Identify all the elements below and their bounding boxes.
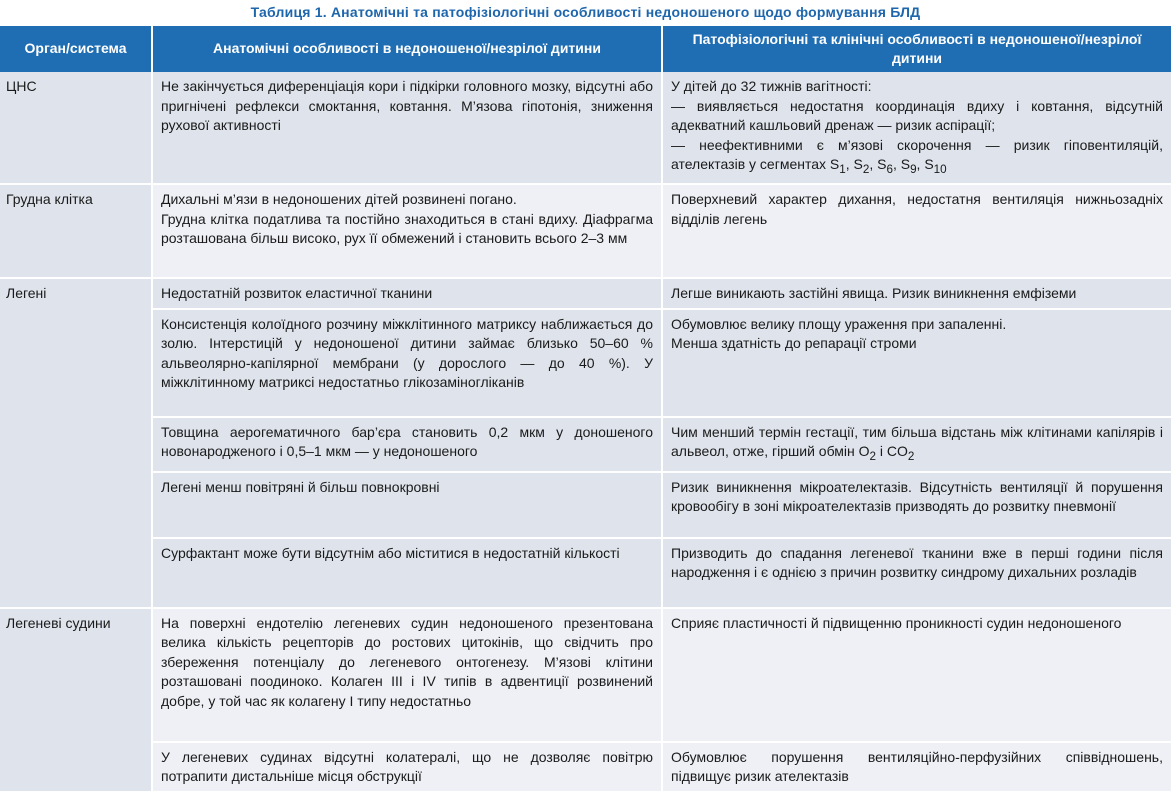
pathophysiological-cell: Поверхневий характер дихання, недостатня вентиляція нижньозадніх відділів легень [662, 184, 1171, 278]
anatomical-cell: На поверхні ендотелію легеневих судин недоношеного презентована велика кількість рецепторів до ростових цитокінів, що свідчить про збереження потенціалу до легеневого онтогенезу. М’язові клітини розташовані поодиноко. Колаген III і IV типів в адвентиції розвинений добре, у той час як колагену I типу недостатньо [152, 608, 662, 742]
anatomical-cell: Не закінчується диференціація кори і підкірки головного мозку, відсутні або пригнічені рефлекси смоктання, ковтання. М’язова гіпотонія, зниження рухової активності [152, 72, 662, 184]
table-row [0, 72, 1171, 184]
table-row [0, 184, 1171, 278]
patho-item: — неефективними є м’язові скорочення — ризик гіповентиляцій, ателектазів у сегментах $S_1$, $S_2$, $S_6$, $S_9$, $S_{10}$ [671, 136, 1163, 176]
table-row [0, 608, 1171, 742]
anatomical-cell: У легеневих судинах відсутні колатералі, що не дозволяє повітрю потрапити дистальніше місця обструкції [152, 742, 662, 792]
bld-table [0, 26, 1171, 793]
pathophysiological-cell: Сприяє пластичності й підвищенню проникності судин недоношеного [662, 608, 1171, 742]
anatomical-cell: Дихальні м’язи в недоношених дітей розвинені погано. Грудна клітка податлива та постійно знаходиться в стані вдиху. Діафрагма розташована більш високо, рух її обмежений і становить всього 2–3 мм [152, 184, 662, 278]
organ-cell: ЦНС [0, 72, 152, 184]
pathophysiological-cell [662, 72, 1171, 184]
patho-intro: У дітей до 32 тижнів вагітності: [671, 78, 872, 94]
patho-item: — виявляється недостатня координація вдиху і ковтання, відсутній адекватний кашльовий дренаж — ризик аспірації; [671, 97, 1163, 133]
table-row [0, 417, 1171, 472]
organ-cell: Легені [0, 278, 152, 607]
table-caption: Таблиця 1. Анатомічні та патофізіологічні особливості недоношеного щодо формування БЛД [250, 4, 921, 20]
anatomical-cell: Консистенція колоїдного розчину міжклітинного матриксу наближається до золю. Інтерстицій у недоношеної дитини займає близько 50–60 % альвеолярно-капілярної мембрани (у дорослого — до 40 %). У міжклітинному матриксі недостатньо глікозаміногліканів [152, 309, 662, 417]
table-row [0, 278, 1171, 309]
header-pathophysiological: Патофізіологічні та клінічні особливості в недоношеної/незрілої дитини [662, 26, 1171, 72]
pathophysiological-cell: Призводить до спадання легеневої тканини вже в перші години після народження і є однією з причин розвитку синдрому дихальних розладів [662, 538, 1171, 608]
anatomical-cell: Недостатній розвиток еластичної тканини [152, 278, 662, 309]
pathophysiological-cell: Обумовлює велику площу ураження при запаленні. Менша здатність до репарації строми [662, 309, 1171, 417]
pathophysiological-cell: Легше виникають застійні явища. Ризик виникнення емфіземи [662, 278, 1171, 309]
table-header-row [0, 26, 1171, 72]
header-anatomical: Анатомічні особливості в недоношеної/незрілої дитини [152, 26, 662, 72]
pathophysiological-cell: Чим менший термін гестації, тим більша відстань між клітинами капілярів і альвеол, отже, гірший обмін $O_2$ і $CO_2$ [662, 417, 1171, 472]
table-row [0, 742, 1171, 792]
pathophysiological-cell: Ризик виникнення мікроателектазів. Відсутність вентиляції й порушення кровообігу в зоні мікроателектазів призводять до розвитку пневмонії [662, 472, 1171, 538]
table-row [0, 472, 1171, 538]
organ-cell: Легеневі судини [0, 608, 152, 792]
header-organ: Орган/система [0, 26, 152, 72]
anatomical-cell: Сурфактант може бути відсутнім або міститися в недостатній кількості [152, 538, 662, 608]
anatomical-cell: Товщина аерогематичного бар’єра становить 0,2 мкм у доношеного новонародженого і 0,5–1 мкм — у недоношеного [152, 417, 662, 472]
table-row [0, 309, 1171, 417]
anatomical-cell: Легені менш повітряні й більш повнокровні [152, 472, 662, 538]
organ-cell: Грудна клітка [0, 184, 152, 278]
table-row [0, 538, 1171, 608]
pathophysiological-cell: Обумовлює порушення вентиляційно-перфузійних співвідношень, підвищує ризик ателектазів [662, 742, 1171, 792]
